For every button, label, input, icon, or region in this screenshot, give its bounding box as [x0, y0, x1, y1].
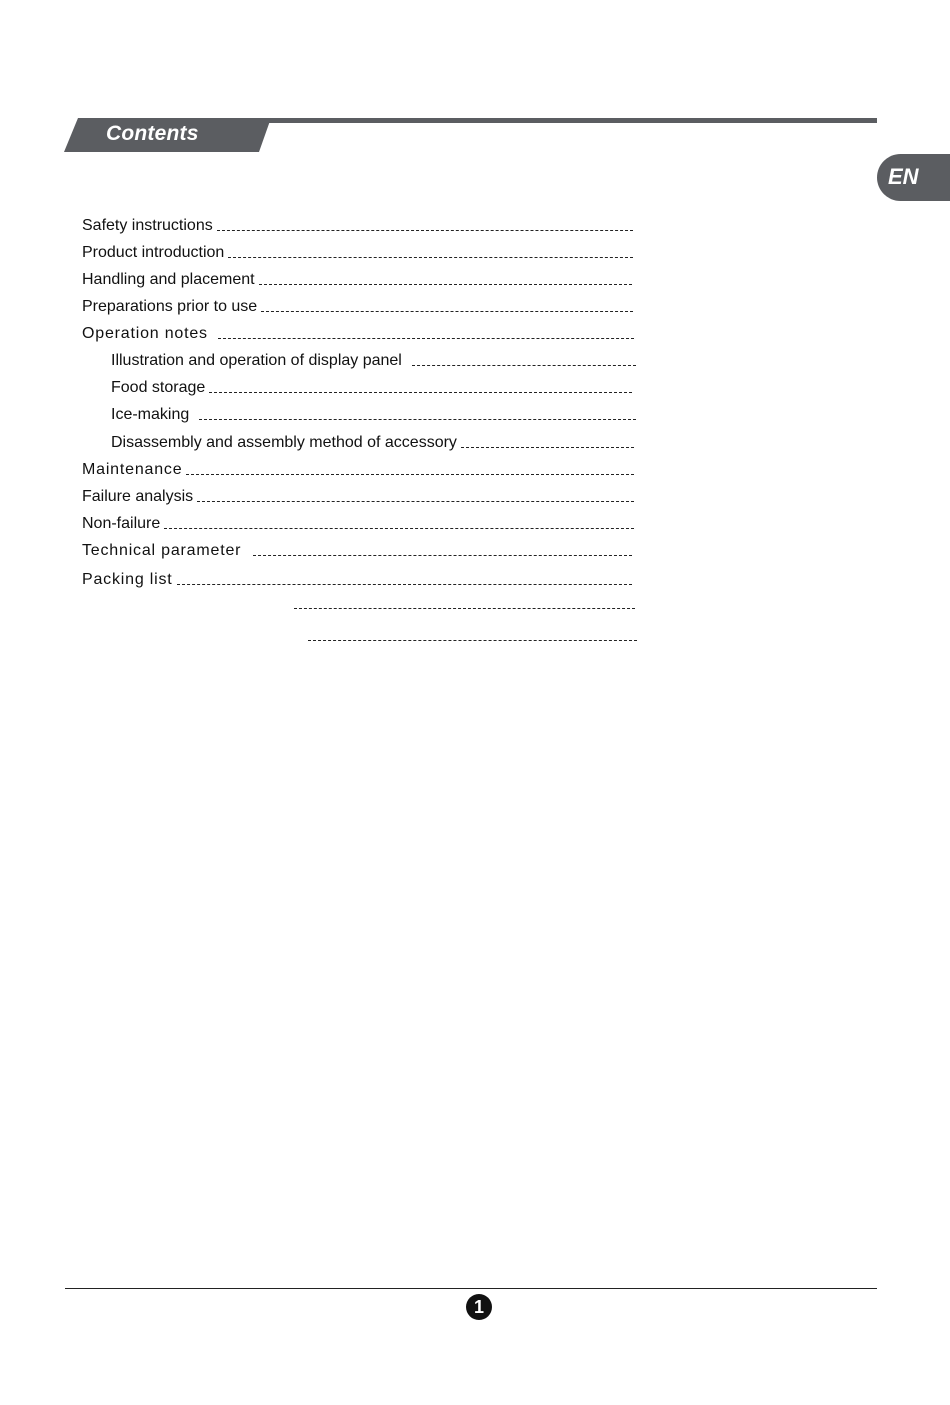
toc-entry[interactable] [82, 322, 634, 344]
toc-dot-leader [186, 474, 634, 475]
toc-dot-leader [209, 392, 632, 393]
toc-dot-leader [164, 528, 634, 529]
toc-entry[interactable] [111, 349, 636, 371]
toc-entry-label: Food storage [111, 379, 206, 396]
toc-entry[interactable] [82, 295, 633, 317]
language-label: EN [888, 164, 919, 189]
toc-entry[interactable] [111, 431, 634, 453]
toc-entry[interactable] [82, 539, 632, 561]
toc-entry-label: Product introduction [82, 244, 225, 261]
toc-entry-label: Illustration and operation of display panel [111, 352, 402, 369]
toc-entry-label: Safety instructions [82, 217, 213, 234]
toc-entry[interactable] [111, 376, 632, 398]
toc-entry[interactable] [82, 241, 633, 263]
toc-dot-leader [197, 501, 634, 502]
toc-entry[interactable] [82, 268, 632, 290]
toc-dot-leader [294, 608, 635, 609]
toc-entry[interactable] [82, 214, 633, 236]
toc-entry[interactable] [111, 403, 636, 425]
toc-dot-leader [199, 419, 636, 420]
toc-entry[interactable] [82, 512, 634, 534]
table-of-contents [0, 0, 950, 700]
toc-dot-leader [308, 640, 637, 641]
toc-entry[interactable] [82, 568, 632, 590]
toc-entry-label: Ice-making [111, 406, 190, 423]
page-number-badge: 1 [466, 1294, 492, 1320]
page-title: Contents [106, 122, 199, 145]
toc-entry-label: Packing list [82, 571, 173, 588]
toc-entry-label: Handling and placement [82, 271, 255, 288]
toc-entry-label: Non-failure [82, 515, 161, 532]
toc-entry-label: Technical parameter [82, 542, 242, 559]
toc-dot-leader [261, 311, 633, 312]
toc-dot-leader [177, 584, 632, 585]
toc-dot-leader [253, 555, 632, 556]
toc-dot-leader [217, 230, 633, 231]
toc-dot-leader [461, 447, 634, 448]
toc-dot-leader [218, 338, 634, 339]
toc-dot-leader [259, 284, 632, 285]
toc-entry-label: Failure analysis [82, 488, 194, 505]
toc-entry-label: Preparations prior to use [82, 298, 258, 315]
toc-entry[interactable] [82, 485, 634, 507]
toc-dot-leader [412, 365, 636, 366]
toc-dot-leader [228, 257, 633, 258]
toc-entry-label: Maintenance [82, 461, 183, 478]
toc-entry[interactable] [82, 458, 634, 480]
toc-entry-label: Disassembly and assembly method of accessory [111, 434, 457, 451]
toc-entry-label: Operation notes [82, 325, 208, 342]
footer-rule [65, 1288, 877, 1289]
